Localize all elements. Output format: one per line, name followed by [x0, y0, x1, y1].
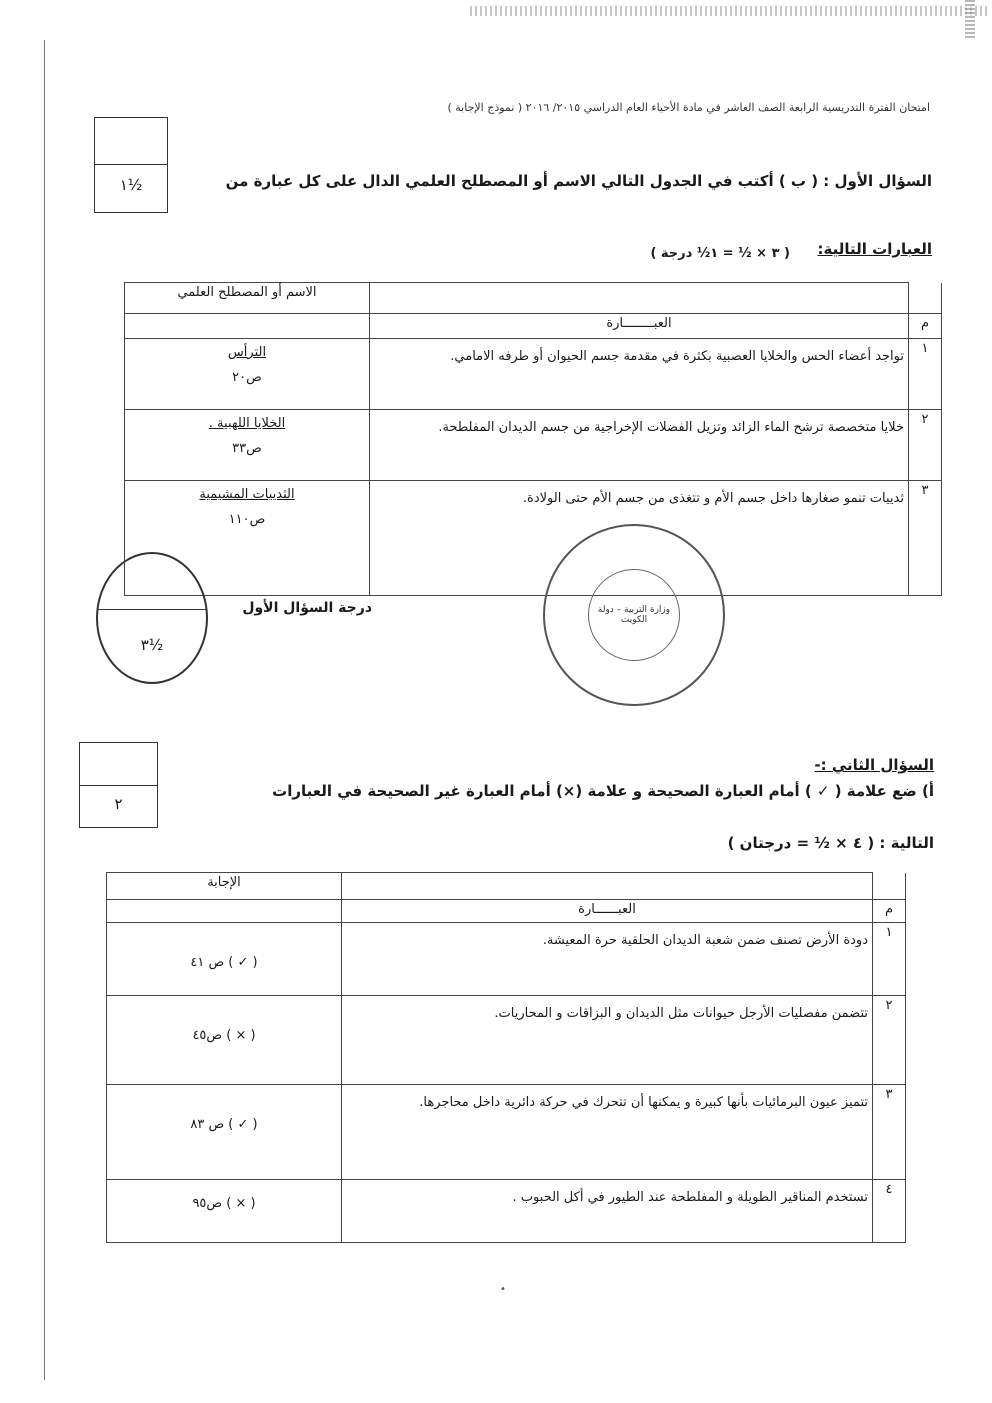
table-row: ١ تواجد أعضاء الحس والخلايا العصبية بكثرة في مقدمة جسم الحيوان أو طرفه الامامي. الترأس ص٢٠ [125, 339, 942, 410]
q1-marks: ( ٣ × ½ = ١½ درجة ) [650, 246, 790, 261]
q2-title: السؤال الثاني :- [814, 756, 934, 774]
q1-table-subheader [125, 314, 942, 339]
q1-table [124, 282, 942, 596]
q2-table-header [107, 873, 906, 900]
q2-statement-header: العبــــــارة [342, 900, 873, 923]
q2-score-box [79, 742, 158, 828]
page-margin-line [44, 40, 45, 1380]
q1-title-line2: العبارات التالية: [817, 240, 932, 258]
q1-answer-header: الاسم أو المصطلح العلمي [125, 283, 370, 314]
q1-total-value: ٣½ [140, 636, 164, 654]
table-row: ١ دودة الأرض تصنف ضمن شعبة الديدان الحلقية حرة المعيشة. ( ✓ ) ص ٤١ [107, 923, 906, 996]
q2-instruction-line2: التالية : ( ٤ × ½ = درجتان ) [727, 834, 934, 852]
seal-text: وزارة التربية – دولة الكويت [588, 569, 680, 661]
table-row: ٣ تتميز عيون البرمائيات بأنها كبيرة و يمكنها أن تتحرك في حركة دائرية داخل محاجرها. ( ✓ ) ص ٨٣ [107, 1085, 906, 1180]
q1-total-label: درجة السؤال الأول [242, 600, 372, 616]
q2-table [106, 872, 906, 1243]
q1-score: ١½ [119, 176, 143, 194]
exam-header: امتحان الفترة التدريسية الرابعة الصف العاشر في مادة الأحياء العام الدراسي ٢٠١٥/ ٢٠١٦ ( نموذج الإجابة ) [447, 101, 930, 114]
q2-instruction: أ) ضع علامة ( ✓ ) أمام العبارة الصحيحة و علامة (×) أمام العبارة غير الصحيحة في العبارات [272, 782, 934, 800]
scan-noise-top [470, 6, 990, 16]
q1-table-header [125, 283, 942, 314]
table-row: ٢ تتضمن مفصليات الأرجل حيوانات مثل الديدان و البزاقات و المحاريات. ( × ) ص٤٥ [107, 996, 906, 1085]
scan-noise-corner [965, 0, 975, 40]
table-row: ٣ ثدييات تنمو صغارها داخل جسم الأم و تتغذى من جسم الأم حتى الولادة. الثدييات المشيمية ص١١٠ [125, 481, 942, 596]
q2-table-subheader [107, 900, 906, 923]
q1-title: السؤال الأول : ( ب ) أكتب في الجدول التالي الاسم أو المصطلح العلمي الدال على كل عبارة من [225, 172, 932, 190]
table-row: ٢ خلايا متخصصة ترشح الماء الزائد وتزيل الفضلات الإخراجية من جسم الديدان المفلطحة. الخلايا اللهبية . ص٣٣ [125, 410, 942, 481]
q2-score: ٢ [114, 795, 123, 813]
q1-score-box [94, 117, 168, 213]
q2-num-header: م [873, 900, 906, 923]
footer-dot: • [500, 1284, 506, 1295]
official-seal [543, 524, 725, 706]
q1-statement-header: العبــــــــارة [370, 314, 909, 339]
q2-answer-header: الإجابة [107, 873, 342, 900]
table-row: ٤ تستخدم المناقير الطويلة و المفلطحة عند الطيور في أكل الحبوب . ( × ) ص٩٥ [107, 1180, 906, 1243]
q1-total-circle [96, 552, 208, 684]
q1-num-header: م [909, 314, 942, 339]
